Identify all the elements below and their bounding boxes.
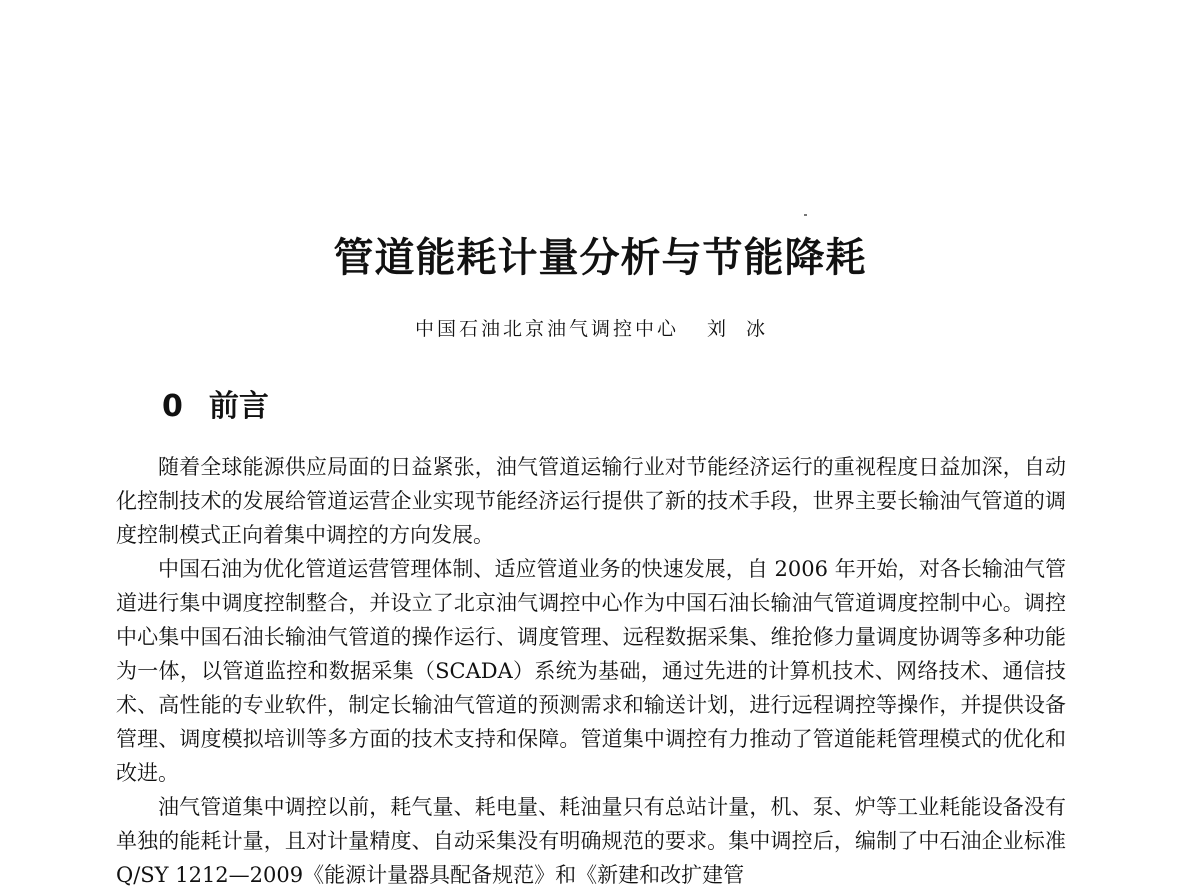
author-name: 刘冰 [707,318,786,340]
paragraph: 油气管道集中调控以前，耗气量、耗电量、耗油量只有总站计量，机、泵、炉等工业耗能设备没有单独的能耗计量，且对计量精度、自动采集没有明确规范的要求。集中调控后，编制了中石油企业标准 Q/SY 1212—2009《能源计量器具配备规范》和《新建和改扩建管 [116,795,1066,887]
section-title: 前言 [208,389,269,424]
section-number: 0 [162,389,183,424]
author-affiliation: 中国石油北京油气调控中心 [414,318,679,340]
paragraph: 随着全球能源供应局面的日益紧张，油气管道运输行业对节能经济运行的重视程度日益加深，自动化控制技术的发展给管道运营企业实现节能经济运行提供了新的技术手段，世界主要长输油气管道的调度控制模式正向着集中调控的方向发展。 [116,455,1066,547]
section-heading [162,384,269,430]
body-text [116,450,1066,892]
paragraph: 中国石油为优化管道运营管理体制、适应管道业务的快速发展，自 2006 年开始，对各长输油气管道进行集中调度控制整合，并设立了北京油气调控中心作为中国石油长输油气管道调度控制中心。调控中心集中国石油长输油气管道的操作运行、调度管理、远程数据采集、维抢修力量调度协调等多种功能为一体，以管道监控和数据采集（SCADA）系统为基础，通过先进的计算机技术、网络技术、通信技术、高性能的专业软件，制定长输油气管道的预测需求和输送计划，进行远程调控等操作，并提供设备管理、调度模拟培训等多方面的技术支持和保障。管道集中调控有力推动了管道能耗管理模式的优化和改进。 [116,557,1066,785]
scan-speck [804,214,807,216]
paper-title: 管道能耗计量分析与节能降耗 [333,235,867,281]
author-line [0,314,1200,344]
